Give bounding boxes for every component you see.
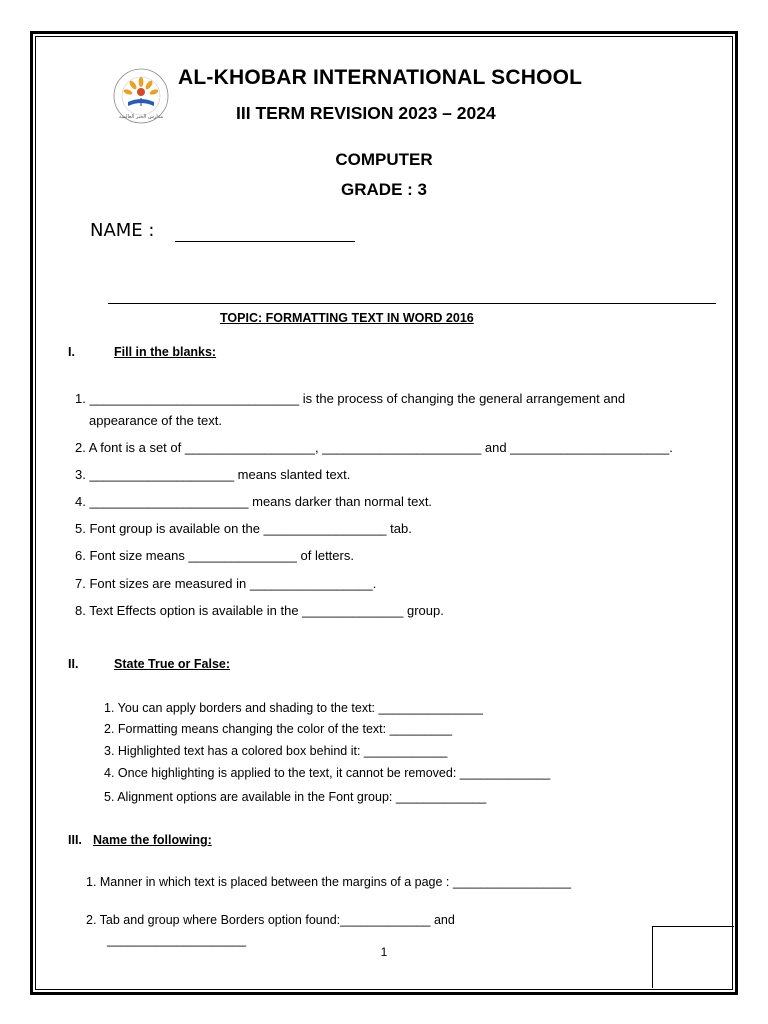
true-false-item: 1. You can apply borders and shading to the text: _______________ — [104, 701, 483, 715]
fill-blank-item: 4. ______________________ means darker than normal text. — [75, 494, 433, 509]
page-number: 1 — [380, 945, 388, 959]
fill-blank-item: 2. A font is a set of __________________, ______________________ and ______________________. — [75, 440, 673, 455]
section-1-number: I. — [68, 345, 75, 359]
section-1-title: Fill in the blanks: — [114, 345, 217, 359]
fill-blank-item: 6. Font size means _______________ of letters. — [75, 548, 354, 563]
name-following-item: 2. Tab and group where Borders option found:_____________ and — [86, 913, 455, 927]
true-false-item: 2. Formatting means changing the color of the text: _________ — [104, 722, 453, 736]
school-name: AL-KHOBAR INTERNATIONAL SCHOOL — [178, 66, 583, 89]
name-following-item: 1. Manner in which text is placed between the margins of a page : _________________ — [86, 875, 572, 889]
fill-blank-item: 5. Font group is available on the _________________ tab. — [75, 521, 412, 536]
topic-heading: TOPIC: FORMATTING TEXT IN WORD 2016 — [220, 311, 474, 325]
fill-blank-item: 8. Text Effects option is available in the ______________ group. — [75, 603, 444, 618]
name-label: NAME : — [90, 220, 155, 241]
section-3-title: Name the following: — [93, 833, 212, 847]
divider-line — [108, 303, 716, 304]
fill-blank-item: 3. ____________________ means slanted text. — [75, 467, 351, 482]
fill-blank-item: 7. Font sizes are measured in _________________. — [75, 576, 377, 591]
fill-blank-item: 1. _____________________________ is the process of changing the general arrangement and — [75, 391, 626, 406]
svg-text:مدارس الخبر العالمية: مدارس الخبر العالمية — [118, 114, 164, 120]
true-false-item: 4. Once highlighting is applied to the text, it cannot be removed: _____________ — [104, 766, 551, 780]
fill-blank-item-continued: appearance of the text. — [89, 413, 222, 428]
grade-label: GRADE : 3 — [341, 180, 427, 199]
section-3-number: III. — [68, 833, 82, 847]
marks-box — [652, 926, 734, 988]
true-false-item: 5. Alignment options are available in the Font group: _____________ — [104, 790, 487, 804]
section-2-title: State True or False: — [114, 657, 231, 671]
name-field-line[interactable] — [175, 241, 355, 242]
subject-title: COMPUTER — [335, 150, 433, 169]
true-false-item: 3. Highlighted text has a colored box behind it: ____________ — [104, 744, 448, 758]
term-title: III TERM REVISION 2023 – 2024 — [236, 103, 496, 123]
school-crest-icon — [108, 66, 174, 126]
section-2-number: II. — [68, 657, 79, 671]
name-following-item-continued: ____________________ — [107, 933, 247, 947]
